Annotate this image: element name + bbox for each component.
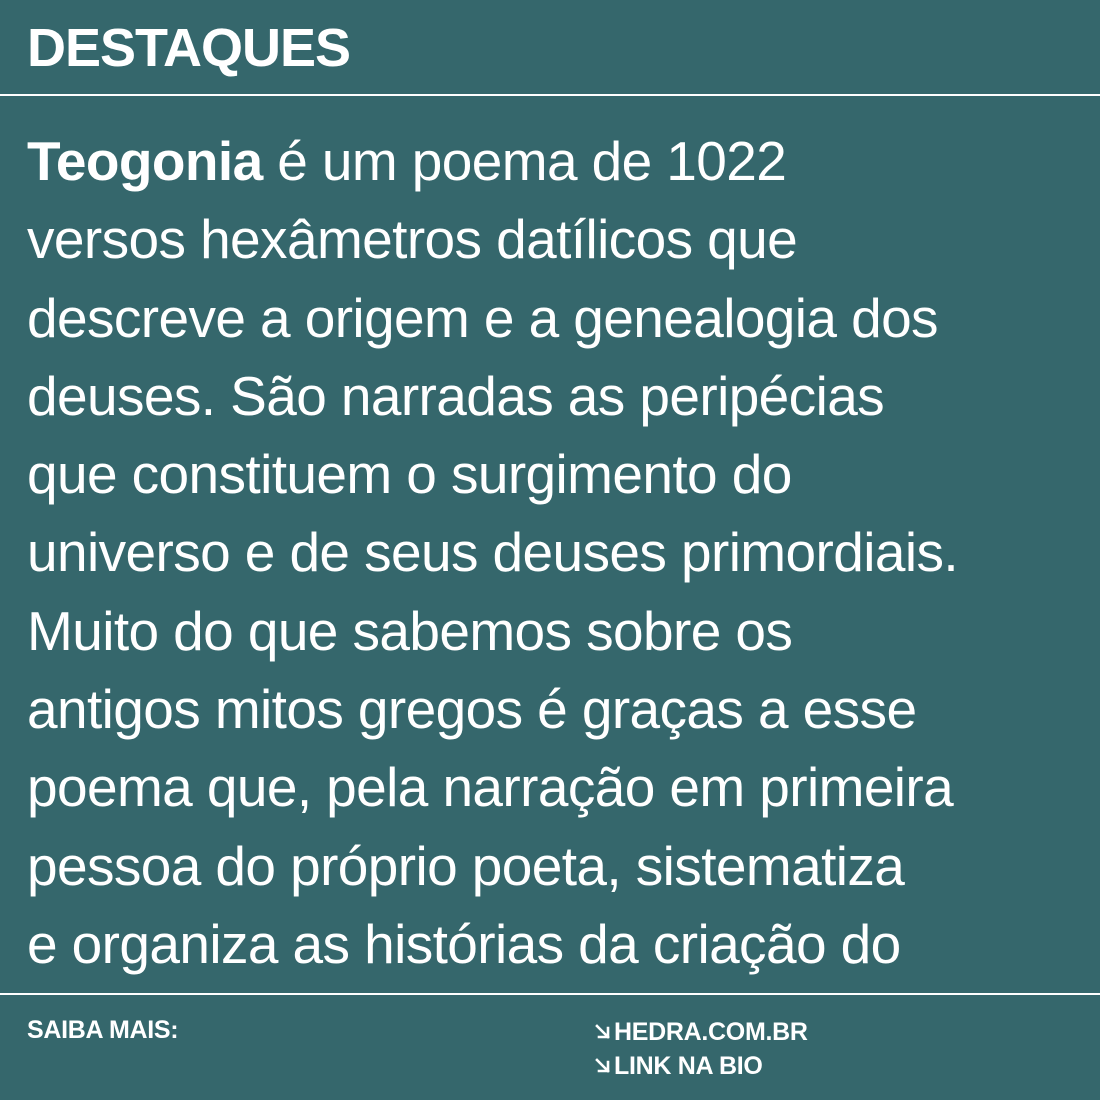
- article-line: antigos mitos gregos é graças a esse: [27, 678, 917, 741]
- saiba-mais-label: SAIBA MAIS:: [27, 1016, 179, 1044]
- article-line: pessoa do próprio poeta, sistematiza: [27, 834, 905, 897]
- link-na-bio-link[interactable]: [594, 1049, 808, 1083]
- article-line-text: é um poema de 1022: [262, 130, 787, 192]
- article-line: Muito do que sabemos sobre os: [27, 599, 793, 662]
- footer-links: [594, 1015, 808, 1083]
- article-line: poema que, pela narração em primeira: [27, 756, 954, 819]
- article-line: deuses. São narradas as peripécias: [27, 364, 885, 427]
- article-line: que constituem o surgimento do: [27, 443, 792, 506]
- footer: [0, 993, 1100, 1100]
- arrow-down-right-icon: [594, 1023, 612, 1041]
- header: [0, 0, 1100, 96]
- hedra-website-link-text: HEDRA.COM.BR: [614, 1018, 808, 1046]
- article-line: e organiza as histórias da criação do: [27, 912, 901, 975]
- article-text: [27, 122, 1087, 982]
- arrow-down-right-icon: [594, 1057, 612, 1075]
- link-na-bio-link-text: LINK NA BIO: [614, 1052, 763, 1080]
- article-line: versos hexâmetros datílicos que: [27, 208, 798, 271]
- page-title: DESTAQUES: [27, 18, 351, 78]
- article-line: universo e de seus deuses primordiais.: [27, 521, 959, 584]
- article-line: descreve a origem e a genealogia dos: [27, 286, 938, 349]
- article-title-word: Teogonia: [27, 130, 263, 192]
- hedra-website-link[interactable]: [594, 1015, 808, 1049]
- article-line: [27, 122, 1087, 200]
